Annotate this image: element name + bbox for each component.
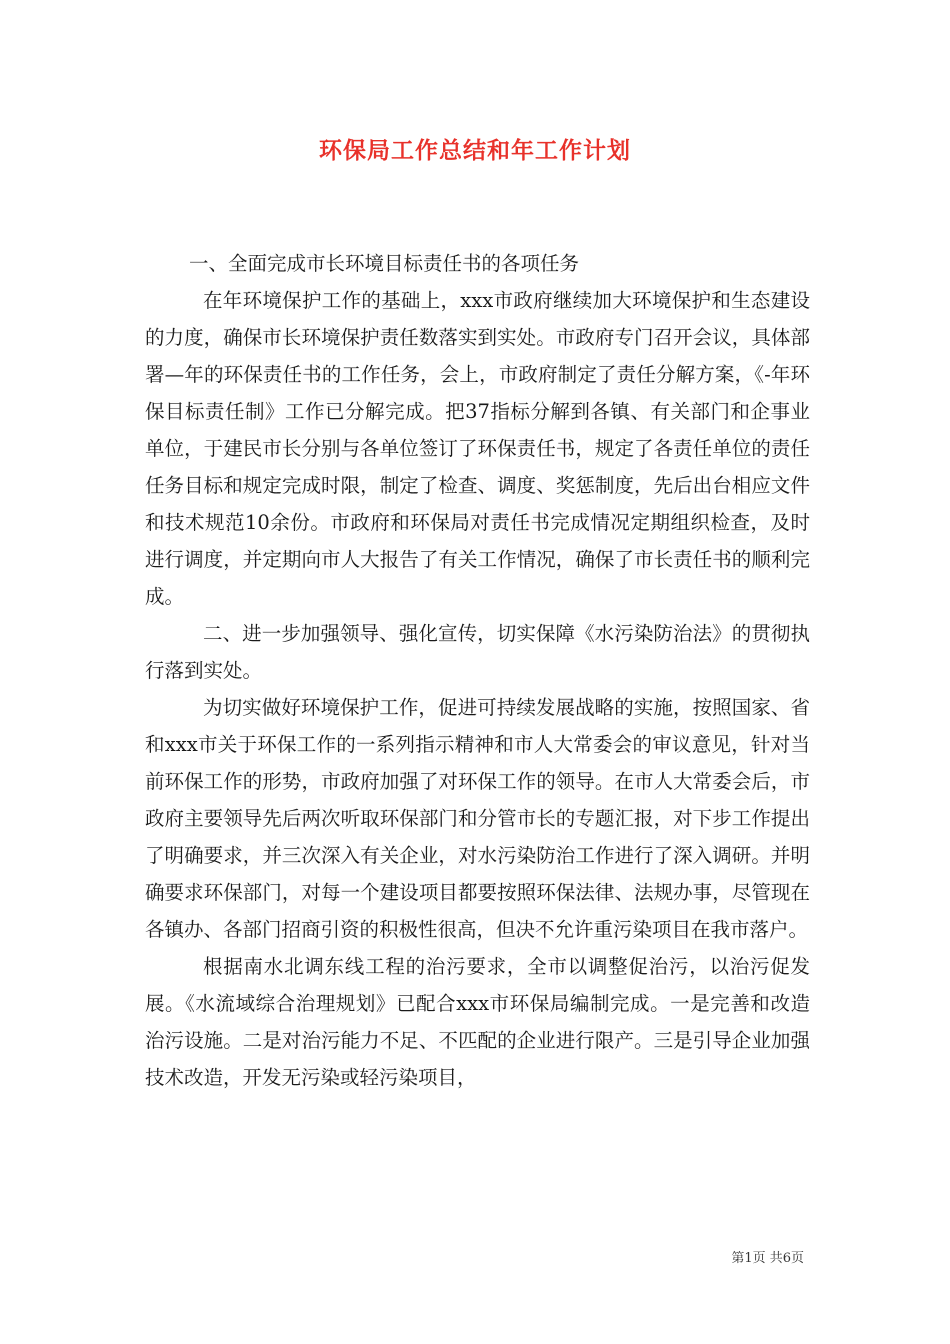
page-number-footer: 第1页 共6页	[731, 1251, 804, 1266]
paragraph: 在年环境保护工作的基础上，xxx市政府继续加大环境保护和生态建设的力度，确保市长环境保护责任数落实到实处。市政府专门召开会议，具体部署—年的环保责任书的工作任务，会上，市政府制定了责任分解方案，《-年环保目标责任制》工作已分解完成。把37指标分解到各镇、有关部门和企事业单位，于建民市长分别与各单位签订了环保责任书，规定了各责任单位的责任任务目标和规定完成时限，制定了检查、调度、奖惩制度，先后出台相应文件和技术规范10余份。市政府和环保局对责任书完成情况定期组织检查，及时进行调度，并定期向市人大报告了有关工作情况，确保了市长责任书的顺利完成。	[145, 289, 810, 608]
section-heading-2: 二、进一步加强领导、强化宣传，切实保障《水污染防治法》的贯彻执行落到实处。	[145, 622, 810, 682]
paragraph: 为切实做好环境保护工作，促进可持续发展战略的实施，按照国家、省和xxx市关于环保工作的一系列指示精神和市人大常委会的审议意见，针对当前环保工作的形势，市政府加强了对环保工作的领导。在市人大常委会后，市政府主要领导先后两次听取环保部门和分管市长的专题汇报，对下步工作提出了明确要求，并三次深入有关企业，对水污染防治工作进行了深入调研。并明确要求环保部门，对每一个建设项目都要按照环保法律、法规办事，尽管现在各镇办、各部门招商引资的积极性很高，但决不允许重污染项目在我市落户。	[145, 696, 810, 941]
document-body	[145, 245, 810, 1096]
section-heading-1: 一、全面完成市长环境目标责任书的各项任务	[189, 252, 580, 275]
paragraph: 根据南水北调东线工程的治污要求，全市以调整促治污，以治污促发展。《水流域综合治理规划》已配合xxx市环保局编制完成。一是完善和改造治污设施。二是对治污能力不足、不匹配的企业进行限产。三是引导企业加强技术改造，开发无污染或轻污染项目，	[145, 955, 810, 1089]
document-title: 环保局工作总结和年工作计划	[319, 138, 631, 164]
